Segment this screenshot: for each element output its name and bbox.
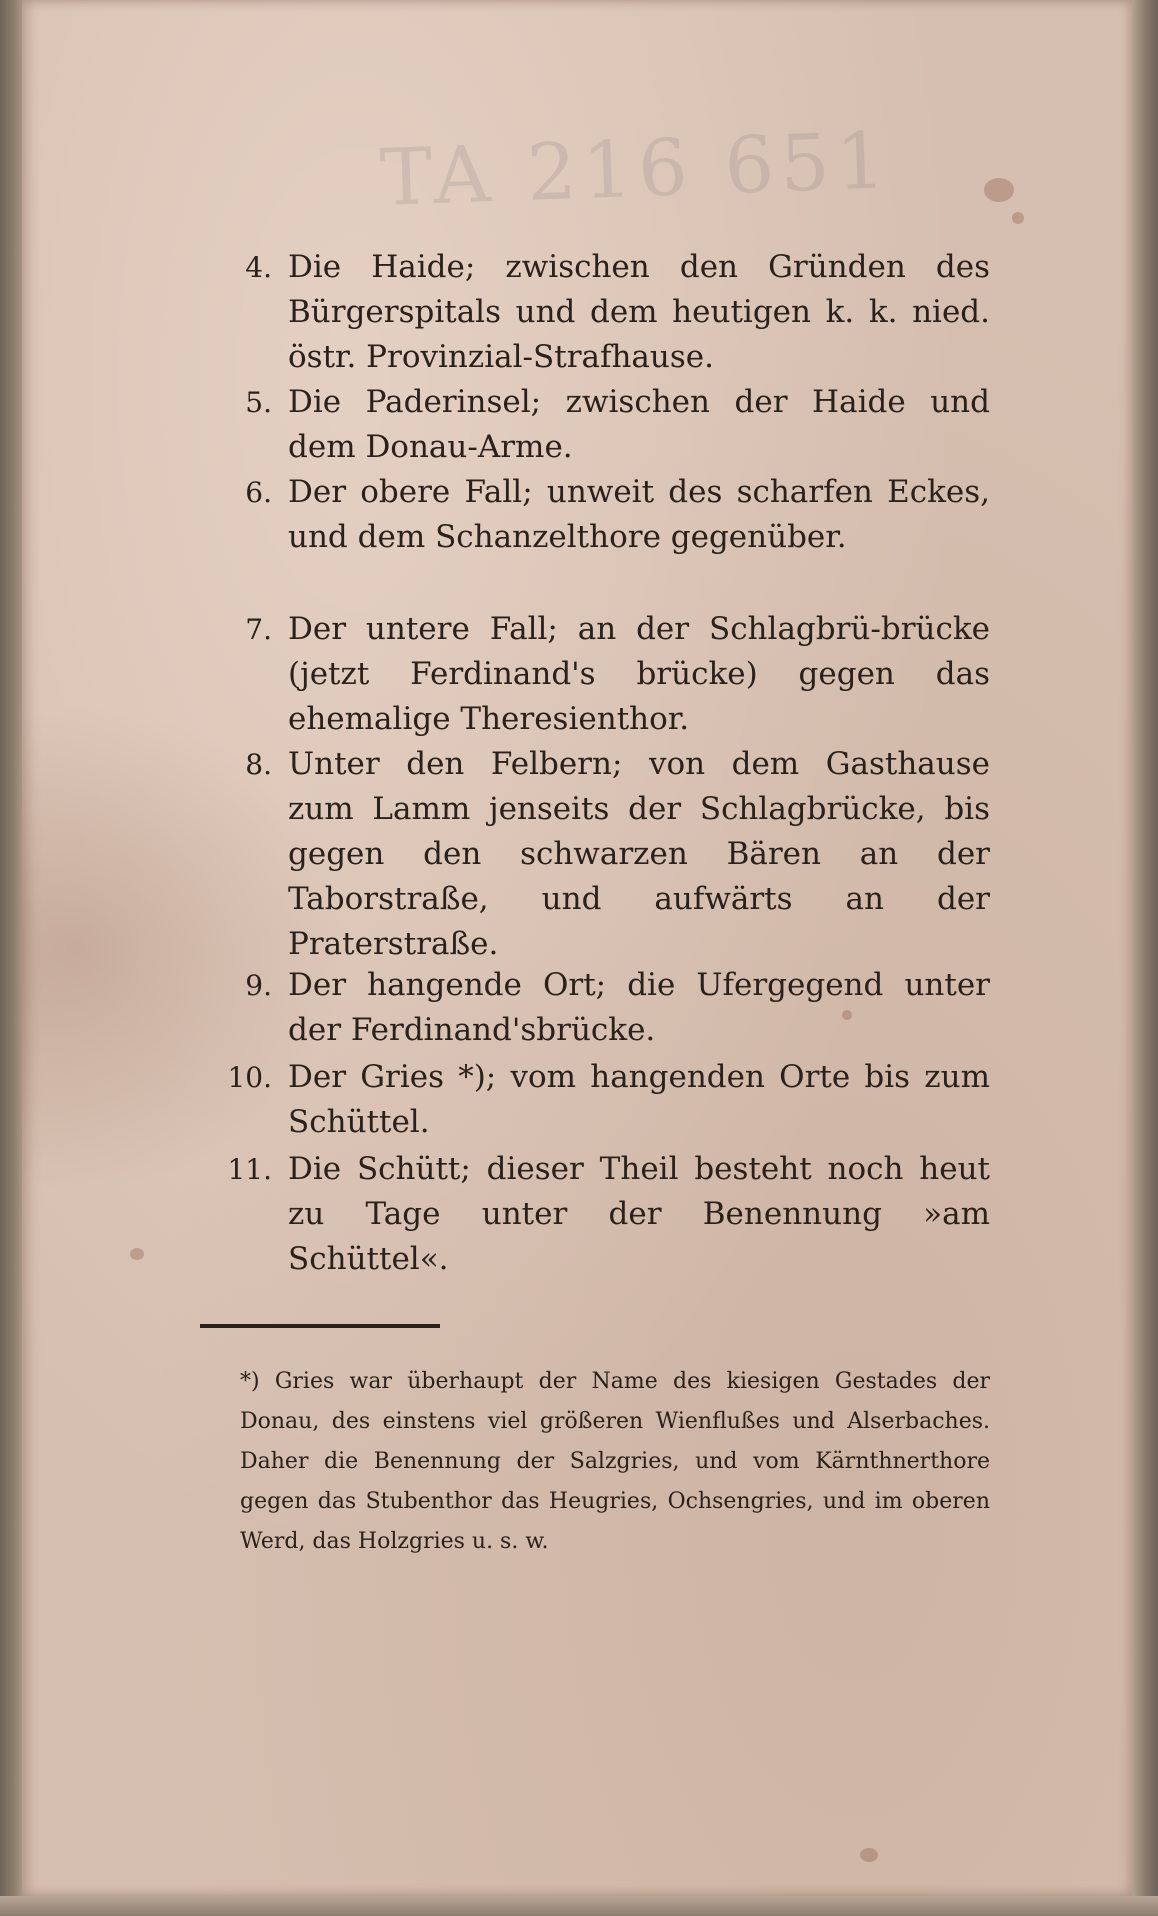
entry-7 <box>200 607 990 742</box>
entry-number: 8. <box>245 748 272 781</box>
entry-11 <box>200 1147 990 1282</box>
entry-number: 11. <box>227 1153 272 1186</box>
entry-text: Die Paderinsel; zwischen der Haide und dem Donau-Arme. <box>288 384 990 465</box>
foxing-stain <box>130 1248 144 1260</box>
entry-number: 10. <box>227 1061 272 1094</box>
foxing-stain <box>860 1848 878 1862</box>
entry-10 <box>200 1055 990 1145</box>
foxing-stain <box>984 178 1014 202</box>
footnote-separator <box>200 1324 440 1328</box>
entry-number: 5. <box>245 386 272 419</box>
entry-text: Der Gries *); vom hangenden Orte bis zum Schüttel. <box>288 1059 990 1140</box>
footnote: *) Gries war überhaupt der Name des kiesigen Gestades der Donau, des einstens viel größeren Wienflußes und Alserbaches. Daher die Benennung der Salzgries, und vom Kärnthnerthore gegen das Stubenthor das Heugries, Ochsengries, und im oberen Werd, das Holzgries u. s. w. <box>240 1369 990 1554</box>
entry-6 <box>200 470 990 560</box>
library-stamp: TA 216 651 <box>378 116 893 224</box>
entry-text: Der untere Fall; an der Schlagbrü-brücke (jetzt Ferdinand's brücke) gegen das ehemalige Theresienthor. <box>288 611 990 737</box>
entry-number: 7. <box>245 613 272 646</box>
foxing-stain <box>1012 212 1024 224</box>
entry-number: 4. <box>245 251 272 284</box>
entry-4 <box>200 245 990 380</box>
book-binding-edge <box>0 0 22 1916</box>
entry-8 <box>200 742 990 967</box>
entry-9 <box>200 963 990 1053</box>
entry-5 <box>200 380 990 470</box>
page-edge-bottom <box>0 1896 1158 1916</box>
entry-text: Der obere Fall; unweit des scharfen Eckes, und dem Schanzelthore gegenüber. <box>288 474 990 555</box>
entry-text: Die Haide; zwischen den Gründen des Bürgerspitals und dem heutigen k. k. nied. östr. Provinzial-Strafhause. <box>288 249 990 375</box>
entry-number: 6. <box>245 476 272 509</box>
entry-number: 9. <box>245 969 272 1002</box>
entry-text: Der hangende Ort; die Ufergegend unter der Ferdinand'sbrücke. <box>288 967 990 1048</box>
entry-text: Unter den Felbern; von dem Gasthause zum Lamm jenseits der Schlagbrücke, bis gegen den schwarzen Bären an der Taborstraße, und aufwärts an der Praterstraße. <box>288 746 990 962</box>
entry-text: Die Schütt; dieser Theil besteht noch heut zu Tage unter der Benennung »am Schüttel«. <box>288 1151 990 1277</box>
page-edge-right <box>1132 0 1158 1916</box>
